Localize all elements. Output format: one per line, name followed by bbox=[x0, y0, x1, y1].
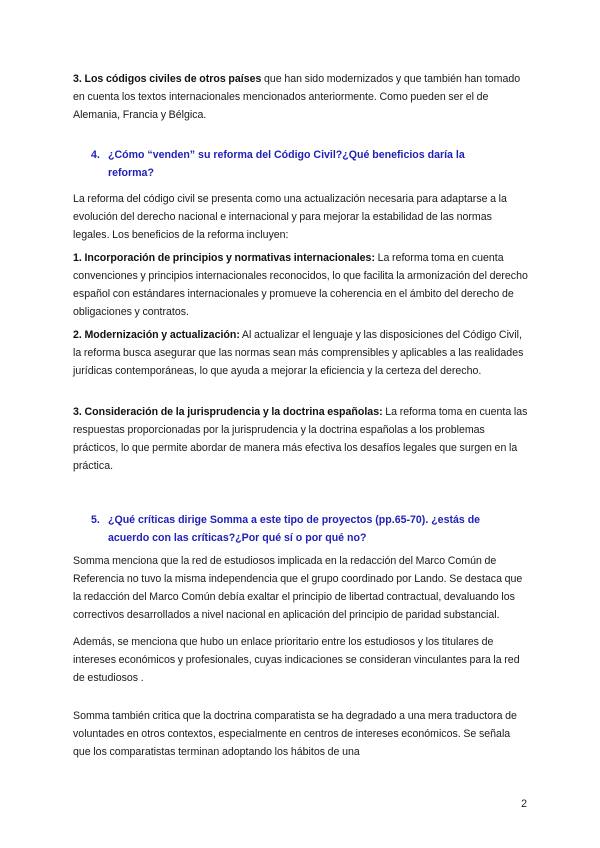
question-number: 4. bbox=[91, 149, 100, 161]
paragraph-text: que han sido modernizados y que también han tomado en cuenta los textos internacionales mencionados anteriormente. Como pueden ser el de Alemania, Francia y Bélgica. bbox=[73, 73, 521, 121]
question-4-heading bbox=[91, 146, 531, 182]
paragraph-somma-3: Somma también critica que la doctrina comparatista se ha degradado a una mera traductora de voluntades en otros contextos, especialmente en centros de intereses económicos. Se señala que los comparatistas terminan adoptando los hábitos de una bbox=[73, 710, 517, 758]
question-5-heading bbox=[91, 511, 531, 547]
paragraph-lead: 3. Los códigos civiles de otros países bbox=[73, 73, 262, 85]
question-number: 5. bbox=[91, 514, 100, 526]
page-number: 2 bbox=[521, 798, 527, 810]
paragraph-somma-1: Somma menciona que la red de estudiosos implicada en la redacción del Marco Común de Referencia no tuvo la misma independencia que el grupo coordinado por Lando. Se destaca que la redacción del Marco Común debía exaltar el principio de libertad contractual, devaluando los correctivos desarrollados a nivel nacional en aplicación del principio de paridad substancial. bbox=[73, 555, 523, 621]
question-line-1: ¿Cómo “venden” su reforma del Código Civil?¿Qué beneficios daría la bbox=[108, 149, 465, 161]
benefit-text: Al actualizar el lenguaje y las disposiciones del Código Civil, la reforma busca asegurar que las normas sean más comprensibles y aplicables a las realidades jurídicas contemporáneas, lo que ayuda a mejorar la eficiencia y la certeza del derecho. bbox=[73, 329, 524, 377]
benefit-text: La reforma toma en cuenta convenciones y principios internacionales reconocidos, lo que facilita la armonización del derecho español con estándares internacionales y promueve la coherencia en el ámbito del derecho de obligaciones y contratos. bbox=[73, 252, 528, 318]
benefit-lead: 1. Incorporación de principios y normativas internacionales: bbox=[73, 252, 375, 264]
benefit-lead: 2. Modernización y actualización: bbox=[73, 329, 240, 341]
paragraph-reform-intro: La reforma del código civil se presenta como una actualización necesaria para adaptarse a la evolución del derecho nacional e internacional y para mejorar la estabilidad de las normas legales. Los beneficios de la reforma incluyen: bbox=[73, 193, 507, 241]
benefit-text: La reforma toma en cuenta las respuestas proporcionadas por la jurisprudencia y la doctrina españolas a los problemas prácticos, lo que permite abordar de manera más efectiva los desafíos legales que surgen en la práctica. bbox=[73, 406, 528, 472]
question-line-1: ¿Qué críticas dirige Somma a este tipo de proyectos (pp.65-70). ¿estás de bbox=[108, 514, 481, 526]
benefit-3 bbox=[73, 403, 529, 475]
benefit-2 bbox=[73, 326, 529, 380]
benefit-lead: 3. Consideración de la jurisprudencia y la doctrina españolas: bbox=[73, 406, 383, 418]
paragraph-somma-2: Además, se menciona que hubo un enlace prioritario entre los estudiosos y los titulares de intereses económicos y profesionales, cuyas indicaciones se consideran vinculantes para la red de estudiosos . bbox=[73, 636, 520, 684]
paragraph-other-codes bbox=[73, 70, 529, 124]
question-line-2: reforma? bbox=[108, 167, 154, 179]
question-line-2: acuerdo con las críticas?¿Por qué sí o por qué no? bbox=[108, 532, 367, 544]
benefit-1 bbox=[73, 249, 529, 321]
